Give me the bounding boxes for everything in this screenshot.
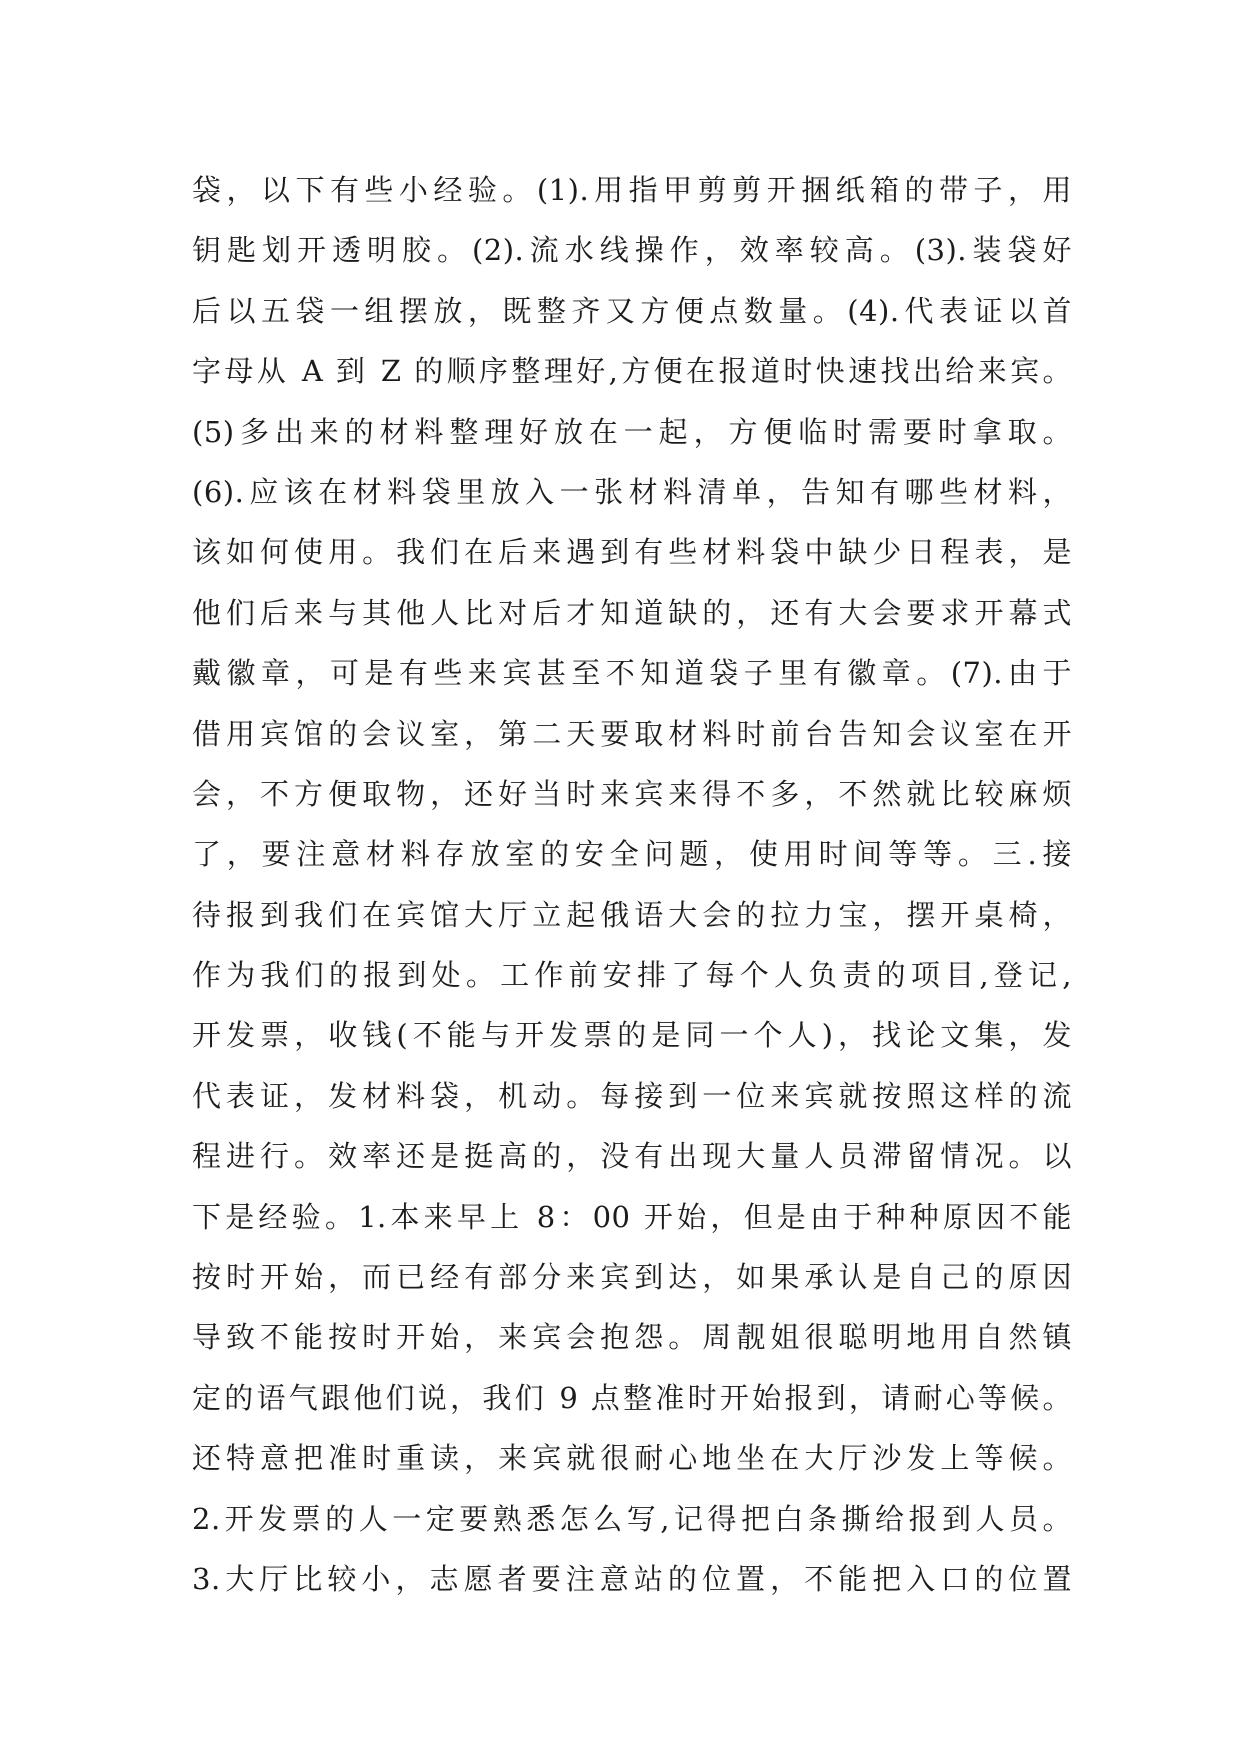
text-line: 程进行。效率还是挺高的，没有出现大量人员滞留情况。以 <box>192 1139 1072 1174</box>
text-line: 袋，以下有些小经验。(1).用指甲剪剪开捆纸箱的带子，用 <box>192 173 1072 207</box>
text-line: 2.开发票的人一定要熟悉怎么写,记得把白条撕给报到人员。 <box>192 1501 1072 1536</box>
text-line: 代表证，发材料袋，机动。每接到一位来宾就按照这样的流 <box>192 1078 1072 1113</box>
text-line: 该如何使用。我们在后来遇到有些材料袋中缺少日程表，是 <box>192 535 1072 570</box>
text-line: (5)多出来的材料整理好放在一起，方便临时需要时拿取。 <box>192 414 1072 449</box>
text-line: 3.大厅比较小，志愿者要注意站的位置，不能把入口的位置 <box>192 1561 1072 1596</box>
text-line: (6).应该在材料袋里放入一张材料清单，告知有哪些材料， <box>192 474 1072 509</box>
text-line: 他们后来与其他人比对后才知道缺的，还有大会要求开幕式 <box>192 595 1072 630</box>
text-line: 作为我们的报到处。工作前安排了每个人负责的项目,登记, <box>192 958 1072 993</box>
text-line: 开发票，收钱(不能与开发票的是同一个人)，找论文集，发 <box>192 1018 1072 1053</box>
text-line: 下是经验。1.本来早上 8：00 开始，但是由于种种原因不能 <box>192 1199 1072 1234</box>
text-line: 定的语气跟他们说，我们 9 点整准时开始报到，请耐心等候。 <box>192 1380 1072 1415</box>
text-line: 导致不能按时开始，来宾会抱怨。周靓姐很聪明地用自然镇 <box>192 1320 1072 1355</box>
text-line: 还特意把准时重读，来宾就很耐心地坐在大厅沙发上等候。 <box>192 1441 1072 1476</box>
text-line: 借用宾馆的会议室，第二天要取材料时前台告知会议室在开 <box>192 716 1072 751</box>
text-line: 后以五袋一组摆放，既整齐又方便点数量。(4).代表证以首 <box>192 293 1072 328</box>
text-line: 字母从 A 到 Z 的顺序整理好,方便在报道时快速找出给来宾。 <box>192 354 1072 389</box>
text-line: 了，要注意材料存放室的安全问题，使用时间等等。三.接 <box>192 837 1072 872</box>
text-line: 钥匙划开透明胶。(2).流水线操作，效率较高。(3).装袋好 <box>192 233 1072 268</box>
text-line: 待报到我们在宾馆大厅立起俄语大会的拉力宝，摆开桌椅， <box>192 897 1072 932</box>
text-line: 会，不方便取物，还好当时来宾来得不多，不然就比较麻烦 <box>192 776 1072 811</box>
text-line: 戴徽章，可是有些来宾甚至不知道袋子里有徽章。(7).由于 <box>192 656 1072 691</box>
text-line: 按时开始，而已经有部分来宾到达，如果承认是自己的原因 <box>192 1260 1072 1295</box>
body-text <box>192 160 1072 1609</box>
